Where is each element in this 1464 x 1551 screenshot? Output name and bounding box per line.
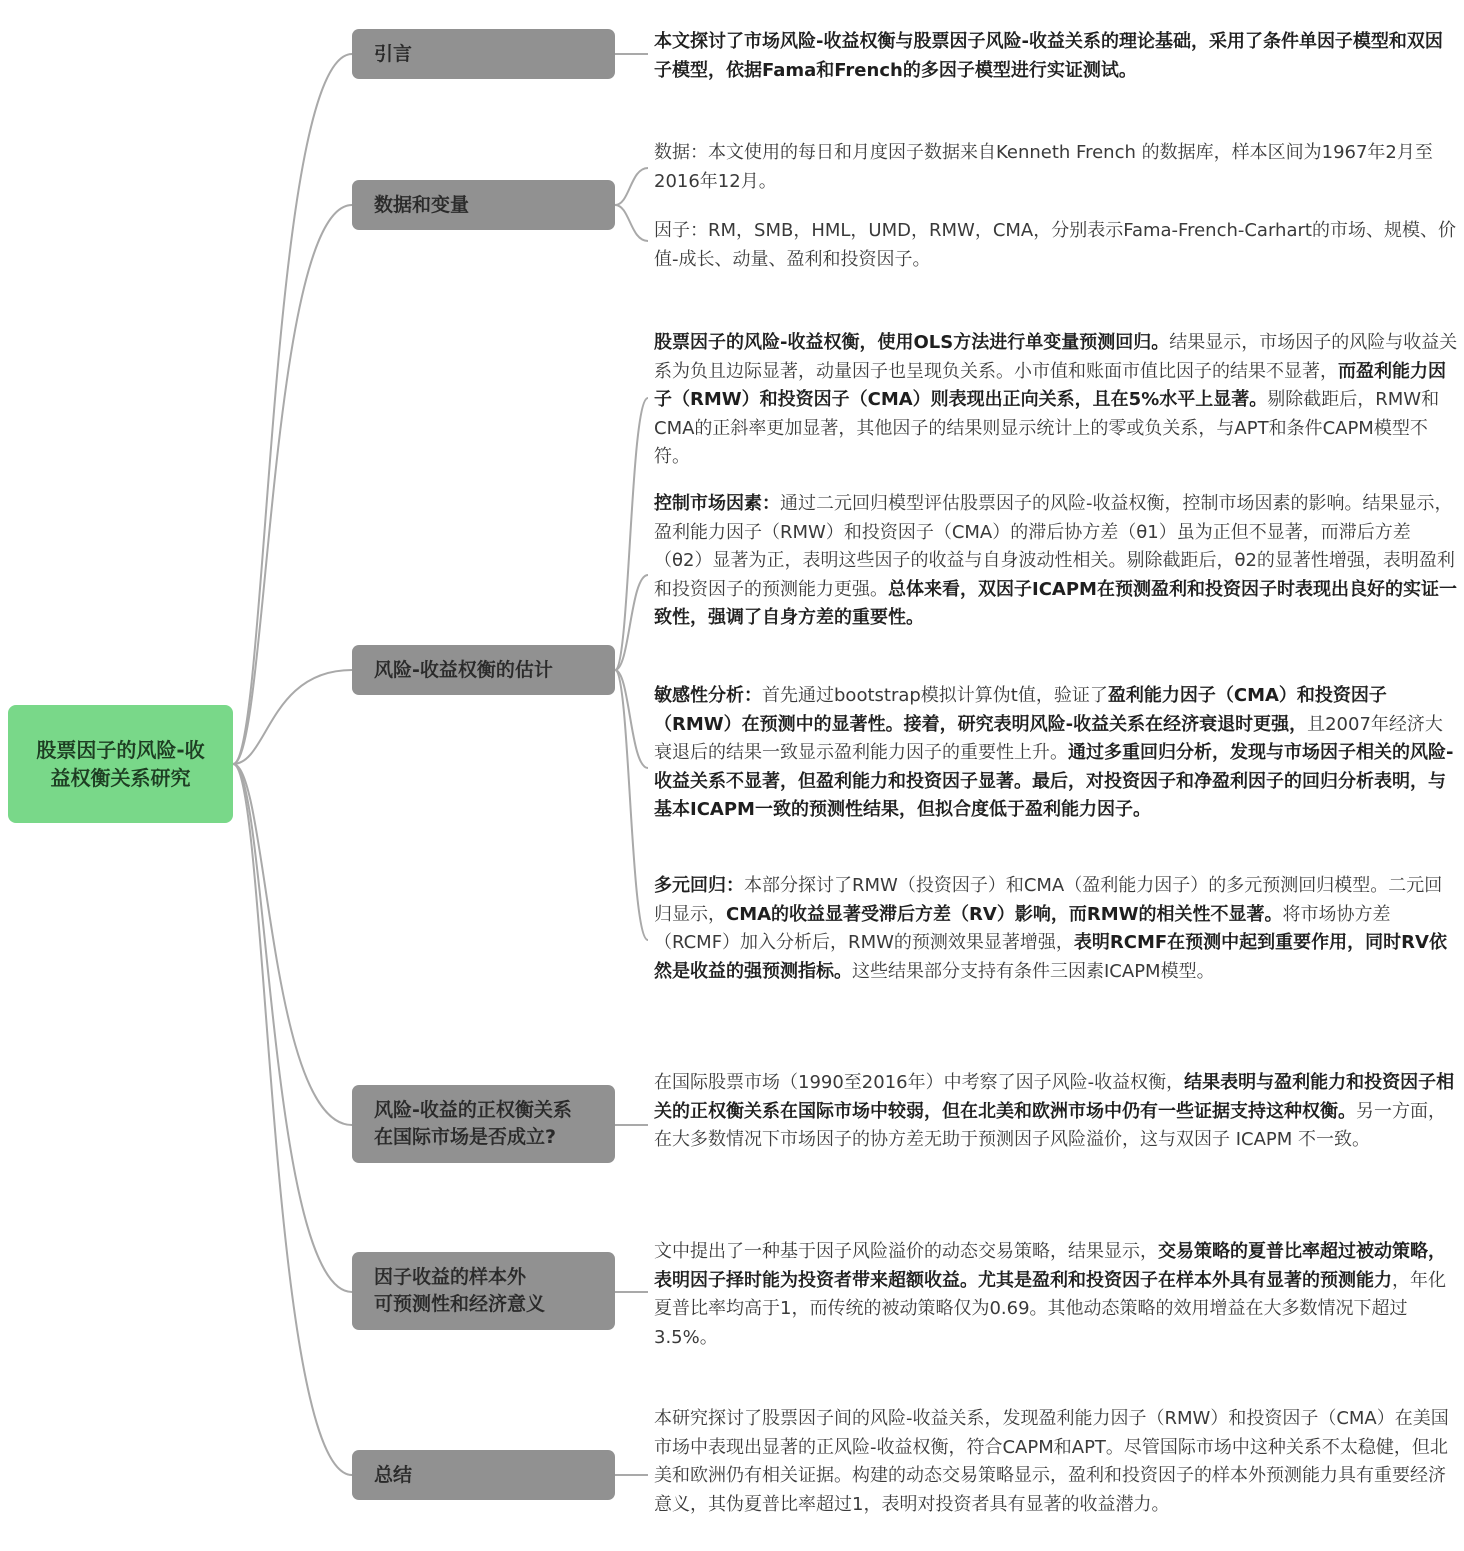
leaf-segment: 本研究探讨了股票因子间的风险-收益关系，发现盈利能力因子（RMW）和投资因子（CMA）在美国市场中表现出显著的正风险-收益权衡，符合CAPM和APT。尽管国际市场中这种关系不太稳健，但北美和欧洲仍有相关证据。构建的动态交易策略显示，盈利和投资因子的样本外预测能力具有重要经济意义，其伪夏普比率超过1，表明对投资者具有显著的收益潜力。 (654, 1408, 1449, 1515)
leaf-segment: 结果显示，市场因子的风险与收益关系为负且边际显著，动量因子也呈现负关系。小市值和账面市值比因子的结果不显著， (654, 332, 1458, 382)
branch-label: 风险-收益权衡的估计 (374, 658, 553, 681)
leaf-segment: 控制市场因素： (654, 493, 780, 514)
leaf-data-1 (654, 139, 1460, 196)
leaf-oos-1 (654, 1238, 1460, 1352)
leaf-intro-1 (654, 28, 1460, 85)
leaf-segment: 数据：本文使用的每日和月度因子数据来自Kenneth French 的数据库，样本区间为1967年2月至 2016年12月。 (654, 142, 1433, 192)
leaf-segment: 总体来看，双因子ICAPM在预测盈利和投资因子时表现出良好的实证一致性，强调了自身方差的重要性。 (654, 578, 1457, 628)
leaf-segment: 多元回归： (654, 875, 744, 896)
leaf-estimation-2 (654, 490, 1460, 633)
leaf-segment: ，年化夏普比率均高于1，而传统的被动策略仅为0.69。其他动态策略的效用增益在大多数情况下超过3.5%。 (654, 1269, 1446, 1348)
root-label: 股票因子的风险-收益权衡关系研究 (36, 738, 205, 790)
leaf-segment: 本部分探讨了RMW（投资因子）和CMA（盈利能力因子）的多元预测回归模型。二元回归显示， (654, 875, 1443, 925)
branch-risk-return-estimation[interactable] (352, 645, 615, 695)
leaf-segment: 首先通过bootstrap模拟计算伪t值，验证了 (762, 685, 1108, 706)
leaf-segment: 表明RCMF在预测中起到重要作用，同时RV依然是收益的强预测指标。 (654, 932, 1447, 982)
leaf-segment: 交易策略的夏普比率超过被动策略，表明因子择时能为投资者带来超额收益。尤其是盈利和投资因子在样本外具有显著的预测能力 (654, 1241, 1446, 1291)
leaf-segment: 盈利能力因子（CMA）和投资因子（RMW）在预测中的显著性。接着，研究表明风险-收益关系在经济衰退时更强， (654, 685, 1387, 735)
branch-out-of-sample[interactable] (352, 1252, 615, 1330)
branch-data-variables[interactable] (352, 180, 615, 230)
leaf-segment: 而盈利能力因子（RMW）和投资因子（CMA）则表现出正向关系，且在5%水平上显著。 (654, 360, 1446, 410)
leaf-data-2 (654, 217, 1460, 274)
leaf-international-1 (654, 1069, 1460, 1155)
leaf-segment: 本文探讨了市场风险-收益权衡与股票因子风险-收益关系的理论基础，采用了条件单因子模型和双因子模型，依据Fama和French的多因子模型进行实证测试。 (654, 31, 1443, 81)
leaf-segment: 结果表明与盈利能力和投资因子相关的正权衡关系在国际市场中较弱，但在北美和欧洲市场中仍有一些证据支持这种权衡。 (654, 1072, 1455, 1122)
branch-label: 引言 (374, 42, 413, 65)
leaf-segment: 另一方面，在大多数情况下市场因子的协方差无助于预测因子风险溢价，这与双因子 ICAPM 不一致。 (654, 1100, 1446, 1150)
leaf-segment: 将市场协方差（RCMF）加入分析后，RMW的预测效果显著增强， (654, 903, 1391, 953)
connector-root-intro (233, 54, 352, 764)
connector-estimation-leaf-4 (615, 670, 648, 940)
leaf-estimation-1 (654, 329, 1460, 472)
leaf-segment: 股票因子的风险-收益权衡，使用OLS方法进行单变量预测回归。 (654, 332, 1170, 353)
connector-estimation-leaf-1 (615, 398, 648, 670)
branch-label: 风险-收益的正权衡关系 在国际市场是否成立? (374, 1099, 572, 1148)
leaf-segment: 文中提出了一种基于因子风险溢价的动态交易策略，结果显示， (654, 1241, 1158, 1262)
connector-data-leaf-1 (615, 168, 648, 205)
leaf-segment: 在国际股票市场（1990至2016年）中考察了因子风险-收益权衡， (654, 1072, 1185, 1093)
branch-label: 数据和变量 (374, 193, 470, 216)
leaf-segment: 剔除截距后，RMW和CMA的正斜率更加显著，其他因子的结果则显示统计上的零或负关系，与APT和条件CAPM模型不符。 (654, 389, 1440, 467)
leaf-segment: CMA的收益显著受滞后方差（RV）影响，而RMW的相关性不显著。 (726, 903, 1283, 925)
connector-data-leaf-2 (615, 205, 648, 241)
branch-intro[interactable] (352, 29, 615, 79)
leaf-segment: 这些结果部分支持有条件三因素ICAPM模型。 (852, 960, 1215, 982)
leaf-estimation-3 (654, 682, 1460, 825)
leaf-segment: 通过二元回归模型评估股票因子的风险-收益权衡，控制市场因素的影响。结果显示，盈利能力因子（RMW）和投资因子（CMA）的滞后协方差（θ1）虽为正但不显著，而滞后方差（θ2）显著为正，表明这些因子的收益与自身波动性相关。剔除截距后，θ2的显著性增强，表明盈利和投资因子的预测能力更强。 (654, 493, 1455, 600)
leaf-summary-1 (654, 1405, 1460, 1519)
leaf-segment: 且2007年经济大衰退后的结果一致显示盈利能力因子的重要性上升。 (654, 713, 1443, 763)
branch-label: 因子收益的样本外 可预测性和经济意义 (374, 1266, 546, 1315)
branch-label: 总结 (374, 1463, 413, 1486)
leaf-segment: 敏感性分析： (654, 685, 762, 706)
leaf-segment: 通过多重回归分析，发现与市场因子相关的风险-收益关系不显著，但盈利能力和投资因子显著。最后，对投资因子和净盈利因子的回归分析表明，与基本ICAPM一致的预测性结果，但拟合度低于盈利能力因子。 (654, 742, 1454, 820)
leaf-estimation-4 (654, 872, 1460, 986)
branch-international-markets[interactable] (352, 1085, 615, 1163)
branch-summary[interactable] (352, 1450, 615, 1500)
root-node[interactable] (8, 705, 233, 823)
leaf-segment: 因子：RM，SMB，HML，UMD，RMW，CMA，分别表示Fama-French-Carhart的市场、规模、价值-成长、动量、盈利和投资因子。 (654, 220, 1456, 270)
